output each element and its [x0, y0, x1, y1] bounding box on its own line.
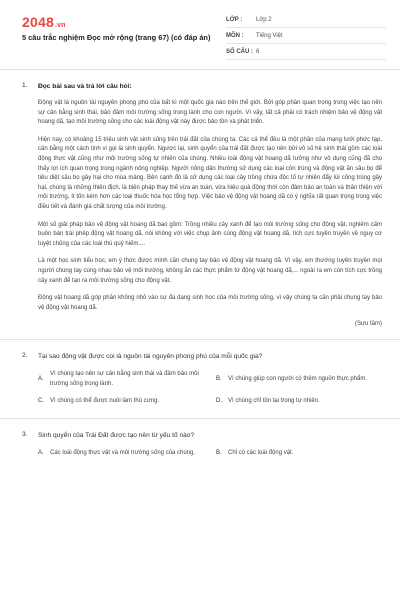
meta-row-class — [226, 12, 386, 28]
question-1 — [0, 82, 400, 327]
answer-options — [38, 370, 382, 406]
answer-option-d[interactable] — [216, 397, 382, 406]
document-title: 5 câu trắc nghiệm Đọc mở rộng (trang 67) (có đáp án) — [22, 33, 211, 42]
passage-paragraph: Động vật là nguồn tài nguyên phong phú của bất kì một quốc gia nào trên thế giới. Bởi góp phần quan trọng trong việc tạo nên sự cân bằng sinh thái, bảo đảm môi trường sống trong lành cho con người. Vì vậy, tất cả phải có trách nhiệm bảo vệ động vật hoang dã, tạo môi trường sống cho các loài động vật này được bảo tồn và phát triển. — [38, 100, 382, 126]
passage-paragraph: Là một học sinh tiểu học, em ý thức được mình cần chung tay bảo vệ động vật hoang dã. Vì vậy, em thường tuyên truyền mọi người chung tay cùng nhau bảo vệ môi trường, không ăn các thực phẩm từ động vật hoang dã,... ngoài ra em còn tích cực trồng cây xanh để tạo ra môi trường sống cho động vật. — [38, 258, 382, 284]
option-text: Vì chúng giúp con người có thêm nguồn thực phẩm. — [228, 375, 368, 382]
option-label: D. — [216, 397, 222, 404]
question-3 — [0, 431, 400, 458]
document-header — [0, 0, 400, 70]
option-label: A. — [38, 450, 44, 457]
meta-row-subject — [226, 28, 386, 44]
question-text: Đọc bài sau và trả lời câu hỏi: — [38, 83, 132, 90]
question-divider — [0, 339, 400, 340]
question-text: Tại sao động vật được coi là nguồn tài nguyên phong phú của mỗi quốc gia? — [38, 353, 263, 361]
document-meta — [226, 12, 386, 60]
option-text: Vì chúng tạo nên sự cân bằng sinh thái và đảm bảo môi trường sống trong lành. — [50, 371, 199, 387]
site-logo[interactable] — [22, 14, 66, 30]
option-label: B. — [216, 375, 222, 382]
answer-options — [38, 449, 382, 458]
option-text: Các loài động thực vật và môi trường sống của chúng. — [50, 450, 196, 457]
question-number: 2. — [22, 352, 28, 360]
question-text: Sinh quyển của Trái Đất được tạo nên từ yếu tố nào? — [38, 432, 195, 440]
meta-key: SỐ CÂU : — [226, 48, 253, 55]
option-label: C. — [38, 397, 44, 404]
option-text: Vì chúng chỉ tồn tại trong tự nhiên. — [228, 397, 320, 404]
document-content — [0, 70, 400, 458]
option-label: A. — [38, 375, 44, 382]
answer-option-c[interactable] — [38, 397, 204, 406]
passage-paragraph: Một số giải pháp bảo vệ động vật hoang dã bao gồm: Trồng nhiều cây xanh để tạo môi trường sống cho động vật, nghiêm cấm buôn bán trái phép động vật hoang dã, nói không với việc chụp ảnh cùng động vật hoang dã, tích cực tuyên truyền về nguy cơ tuyệt chủng của các loài thú quý hiếm.... — [38, 221, 382, 247]
answer-option-a[interactable] — [38, 449, 204, 458]
option-text: Vì chúng có thể được nuôi làm thú cưng. — [50, 397, 160, 404]
passage-source: (Sưu tầm) — [354, 321, 382, 328]
question-number: 3. — [22, 431, 28, 439]
option-text: Chỉ có các loài động vật. — [228, 450, 294, 457]
logo-suffix: .vn — [54, 22, 66, 29]
passage-paragraph: Hiện nay, có khoảng 15 triệu sinh vật sinh sống trên trái đất của chúng ta. Các cá thể đều là một phần của mạng lưới phức tạp, cân bằng một cách tinh vi gọi là sinh quyển. Ngược lại, sinh quyển của trái đất được tạo nên bởi vô số hệ sinh thái gồm các loài động thực vật cũng như môi trường sống tự nhiên của chúng. Nhiều loài động vật hoang dã tưởng như vô dụng cũng đã cho thấy lợi ích quan trọng trong ngành nông nghiệp. Người nông dân thường sử dụng các loại côn trùng và động vật ăn sâu bọ để tiêu diệt sâu bọ gây hại cho mùa màng. Bên cạnh đó là sử dụng các loại cây trồng chứa độc tố tự nhiên đẩy lùi công trùng gây hại, chúng là những thiên địch, là biện pháp thay thế vừa an toàn, vừa hiệu quả động thời còn đảm bảo an toàn và thân thiện với môi trường, ít tốn kém hơn các loại thuốc hóa học tổng hợp. Việc bảo vệ động vật hoang dã có ý nghĩa rất quan trọng trong việc điều tiết và đánh giá chất lượng của môi trường. — [38, 136, 382, 210]
question-divider — [0, 418, 400, 419]
meta-value: Tiếng Việt — [256, 32, 283, 39]
meta-value: 6 — [256, 48, 260, 55]
meta-key: LỚP : — [226, 16, 243, 23]
answer-option-b[interactable] — [216, 449, 382, 458]
question-2 — [0, 352, 400, 406]
logo-main: 2048 — [22, 14, 54, 30]
passage-paragraph: Động vật hoang dã góp phần không nhỏ vào sự đa dạng sinh học của môi trường sống, vì vậy chúng ta cần phải chung tay bảo vệ động vật hoang dã. — [38, 295, 382, 311]
option-label: B. — [216, 450, 222, 457]
meta-value: Lớp 2 — [256, 16, 272, 23]
question-number: 1. — [22, 82, 28, 89]
meta-key: MÔN : — [226, 32, 244, 39]
answer-option-a[interactable] — [38, 370, 204, 389]
meta-row-count — [226, 44, 386, 60]
answer-option-b[interactable] — [216, 370, 382, 389]
